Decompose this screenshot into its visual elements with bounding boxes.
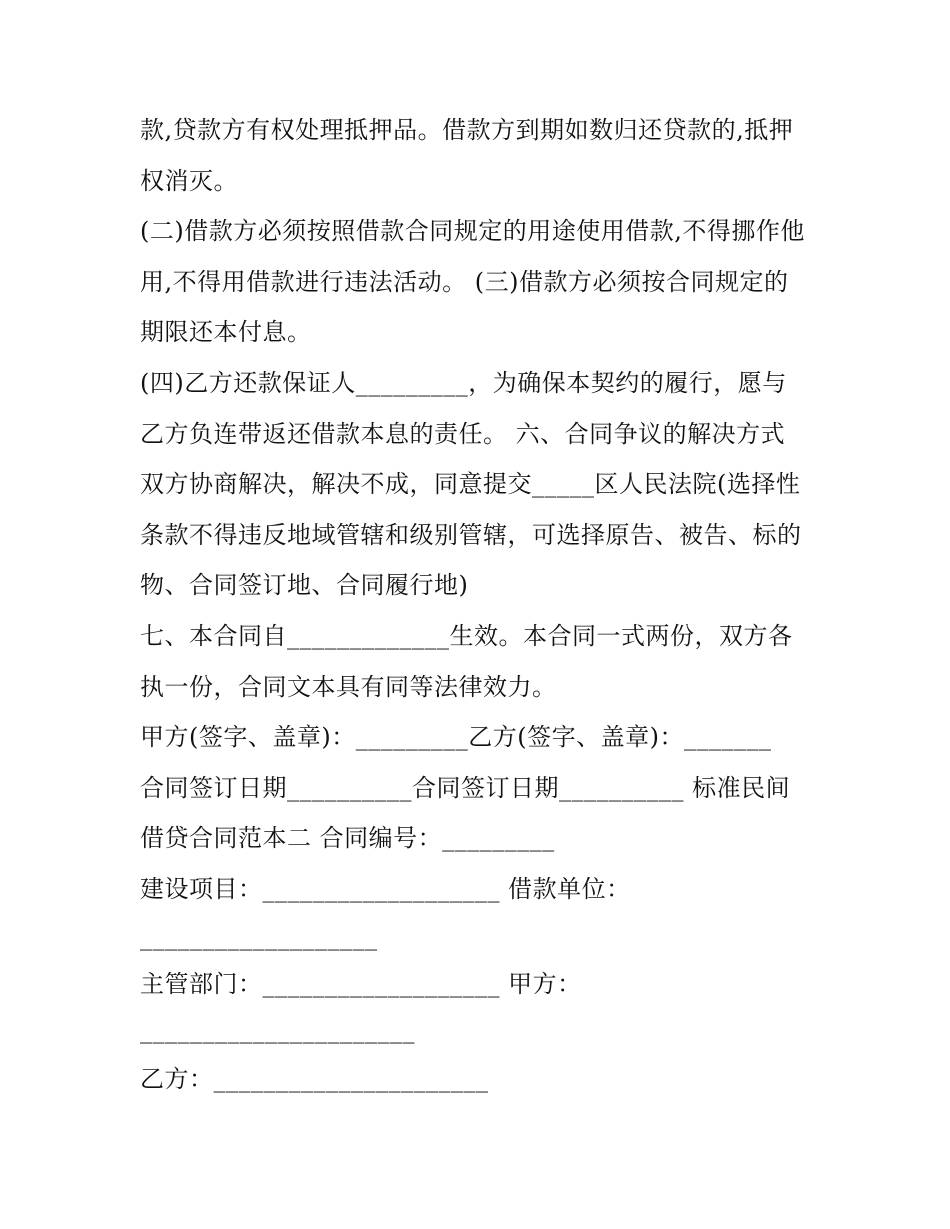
text-line: 执一份，合同文本具有同等法律效力。 bbox=[140, 673, 557, 701]
text-line: 借贷合同范本二 合同编号：_________ bbox=[140, 824, 555, 852]
text-line: (四)乙方还款保证人_________，为确保本契约的履行，愿与 bbox=[140, 369, 787, 397]
text-line: 用,不得用借款进行违法活动。 (三)借款方必须按合同规定的 bbox=[140, 268, 789, 296]
text-line: 合同签订日期__________合同签订日期__________ 标准民间 bbox=[140, 774, 791, 802]
text-line: ___________________ bbox=[140, 923, 378, 951]
text-line: 乙方：______________________ bbox=[140, 1065, 489, 1093]
text-line: 甲方(签字、盖章)：_________乙方(签字、盖章)：_______ bbox=[140, 723, 772, 751]
text-line: 款,贷款方有权处理抵押品。借款方到期如数归还贷款的,抵押 bbox=[140, 116, 794, 144]
text-line: ______________________ bbox=[140, 1016, 415, 1044]
text-line: 物、合同签订地、合同履行地) bbox=[140, 571, 469, 599]
text-line: (二)借款方必须按照借款合同规定的用途使用借款,不得挪作他 bbox=[140, 217, 805, 245]
text-line: 权消灭。 bbox=[140, 167, 238, 195]
text-line: 期限还本付息。 bbox=[140, 318, 312, 346]
text-line: 七、本合同自_____________生效。本合同一式两份，双方各 bbox=[140, 622, 793, 650]
text-line: 主管部门：___________________ 甲方： bbox=[140, 970, 582, 998]
text-line: 建设项目：___________________ 借款单位： bbox=[140, 875, 631, 903]
text-line: 乙方负连带返还借款本息的责任。 六、合同争议的解决方式 bbox=[140, 420, 786, 448]
text-line: 条款不得违反地域管辖和级别管辖，可选择原告、被告、标的 bbox=[140, 521, 802, 549]
text-line: 双方协商解决，解决不成，同意提交_____区人民法院(选择性 bbox=[140, 470, 801, 498]
